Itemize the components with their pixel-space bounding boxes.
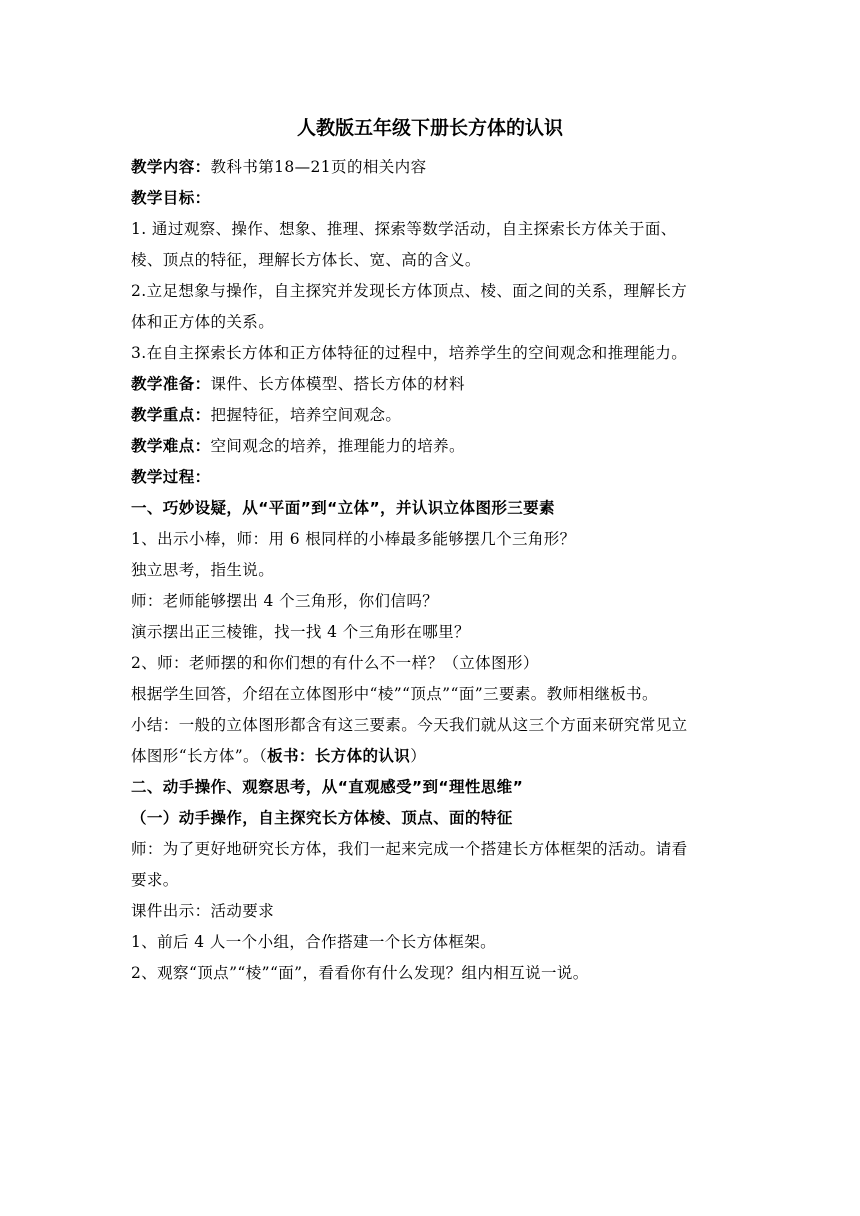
section-1-line-1: 1、出示小棒，师：用 6 根同样的小棒最多能够摆几个三角形？ (131, 530, 576, 548)
teaching-prep-label: 教学准备： (131, 375, 211, 393)
section-1-line-8 (131, 741, 743, 772)
teaching-difficulty-line (131, 431, 743, 462)
section-2-line-3: 课件出示：活动要求 (131, 902, 275, 920)
section-1-line-3: 师：老师能够摆出 4 个三角形，你们信吗？ (131, 592, 439, 610)
section-2-subheading: （一）动手操作，自主探究长方体棱、顶点、面的特征 (131, 809, 513, 827)
goal-2-line-2: 体和正方体的关系。 (131, 313, 275, 331)
teaching-content-line (131, 152, 743, 183)
teaching-difficulty-label: 教学难点： (131, 437, 211, 455)
goal-1-line-2: 棱、顶点的特征，理解长方体长、宽、高的含义。 (131, 251, 481, 269)
section-1-line-2: 独立思考，指生说。 (131, 561, 275, 579)
teaching-prep-line (131, 369, 743, 400)
teaching-key-label: 教学重点： (131, 406, 211, 424)
teaching-content-text: 教科书第18—21页的相关内容 (210, 158, 427, 176)
section-2-heading: 二、动手操作、观察思考，从“直观感受”到“理性思维” (131, 778, 524, 796)
section-1-line-4: 演示摆出正三棱锥，找一找 4 个三角形在哪里？ (131, 623, 470, 641)
teaching-key-line (131, 400, 743, 431)
section-1-line-6: 根据学生回答，介绍在立体图形中“棱”“顶点”“面”三要素。教师相继板书。 (131, 685, 658, 703)
section-1-line-7: 小结：一般的立体图形都含有这三要素。今天我们就从这三个方面来研究常见立 (131, 716, 688, 734)
document-body (131, 152, 743, 989)
section-1-line-8-end: ） (410, 747, 427, 765)
goal-2-line-1: 2.立足想象与操作，自主探究并发现长方体顶点、棱、面之间的关系，理解长方 (131, 282, 688, 300)
board-writing: 板书：长方体的认识 (267, 747, 411, 765)
section-2-line-4: 1、前后 4 人一个小组，合作搭建一个长方体框架。 (131, 933, 497, 951)
section-2-line-2: 要求。 (131, 871, 179, 889)
teaching-key-text: 把握特征，培养空间观念。 (210, 406, 402, 424)
document-title: 人教版五年级下册长方体的认识 (296, 117, 563, 139)
teaching-goals-label: 教学目标： (131, 189, 211, 207)
teaching-process-label: 教学过程： (131, 468, 211, 486)
section-1-line-5: 2、师：老师摆的和你们想的有什么不一样？（立体图形） (131, 654, 539, 672)
section-2-line-1: 师：为了更好地研究长方体，我们一起来完成一个搭建长方体框架的活动。请看 (131, 840, 688, 858)
section-1-line-8-text: 体图形“长方体”。（ (131, 747, 268, 765)
teaching-prep-text: 课件、长方体模型、搭长方体的材料 (210, 375, 465, 393)
goal-3: 3.在自主探索长方体和正方体特征的过程中，培养学生的空间观念和推理能力。 (131, 344, 688, 362)
section-2-line-5: 2、观察“顶点”“棱”“面”，看看你有什么发现？组内相互说一说。 (131, 964, 589, 982)
teaching-difficulty-text: 空间观念的培养，推理能力的培养。 (210, 437, 465, 455)
teaching-content-label: 教学内容： (131, 158, 211, 176)
section-1-heading: 一、巧妙设疑，从“平面”到“立体”，并认识立体图形三要素 (131, 499, 555, 517)
goal-1-line-1: 1. 通过观察、操作、想象、推理、探索等数学活动，自主探索长方体关于面、 (131, 220, 677, 238)
